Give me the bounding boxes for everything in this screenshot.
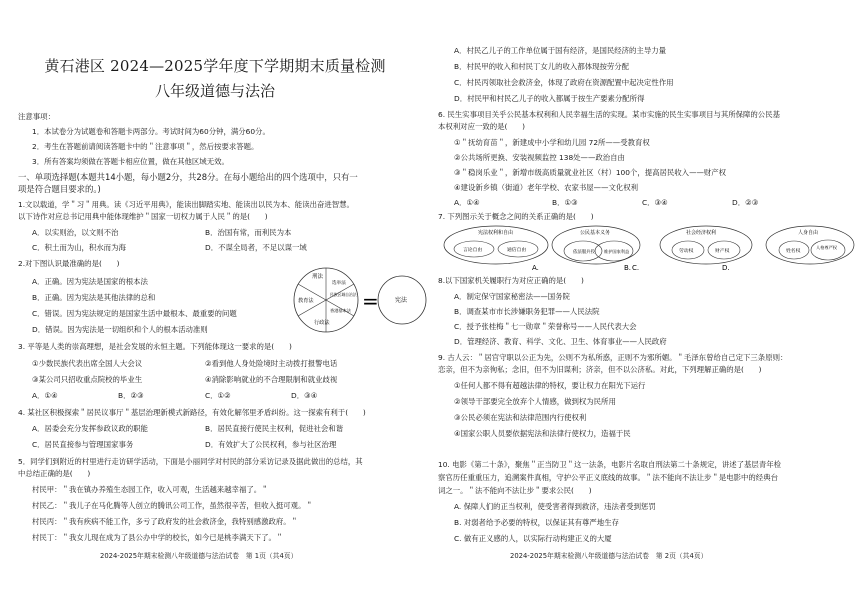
page-footer: 2024-2025年期末检测八年级道德与法治试卷 第 1页（共4页） [100, 552, 298, 560]
q4-option-c: C．居民直接参与管理国家事务 [32, 440, 134, 449]
q7-d-left-label: 姓名权 [786, 249, 801, 254]
q7-b-outer-label: 公民基本义务 [580, 230, 611, 236]
note-item: 1．本试卷分为试题卷和答题卡两部分。考试时间为60分钟，满分60分。 [32, 127, 270, 136]
sector-label: 刑法 [312, 274, 324, 280]
q5-interview: 村民乙：＂我儿子在马化腾等人创立的腾讯公司工作，虽然很辛苦，但收入挺可观。＂ [32, 501, 313, 510]
q8-option-d: D．管理经济、教育、科学、文化、卫生、体育事业——人民政府 [454, 337, 667, 346]
q6-item: ①＂抚幼育苗＂，新建成中小学和幼儿园 72所——受教育权 [454, 138, 650, 147]
q5-option-a: A．村民乙儿子的工作单位属于国有经济，是国民经济的主导力量 [454, 46, 666, 55]
q7-b-mid-label: 维护国家利益 [604, 249, 630, 254]
q8-option-a: A．制定保守国家秘密法——国务院 [454, 292, 570, 301]
q5-stem-cont: 中总结正确的是( ) [18, 469, 91, 478]
q3-item: ③某公司只招收重点院校的毕业生 [32, 375, 143, 384]
q2-option-d: D．错误。因为宪法是一切组织和个人的根本活动准则 [32, 325, 208, 334]
equals-sign: = [362, 289, 379, 313]
note-item: 3．所有答案均须做在答题卡相应位置，做在其他区域无效。 [32, 157, 229, 166]
q4-option-a: A．居委会充分发挥参政议政的职能 [32, 424, 148, 433]
constitution-label: 宪法 [395, 297, 408, 304]
q1-stem: 1.文以载道，学＂习＂用典。读《习近平用典》，能读出脚踏实地、能读出以民为本、能读出奋进智慧。 [18, 200, 354, 209]
q6-stem: 6. 民生实事项目关乎公民基本权利和人民幸福生活的实现。某市实施的民生实事项目与其所保障的公民基 [438, 110, 780, 119]
q10-option-c: C. 做有正义感的人，以实际行动构建正义的大厦 [454, 534, 612, 543]
q6-option-c: C．③④ [642, 198, 668, 207]
q7-diagram-c [632, 226, 752, 272]
sector-label: 香港基本法 [330, 308, 351, 313]
q3-option-c: C．①② [205, 391, 231, 400]
q10-stem-cont: 词之一。＂法不能向不法让步＂要求公民( ) [438, 486, 592, 495]
q10-option-a: A. 保障人们的正当权利，使受害者得到救济，违法者受到惩罚 [454, 502, 656, 511]
q1-option-c: C．积土而为山，积水而为海 [32, 243, 126, 252]
sector-label: 选举法 [332, 281, 346, 286]
q5-interview: 村民甲：＂我在镇办养殖生态园工作，收入可观，生活越来越幸福了。＂ [32, 485, 269, 494]
q8-option-c: C．授予张桂梅＂七一勋章＂荣誉称号——人民代表大会 [454, 322, 637, 331]
q5-interview: 村民丙：＂我有疾病不能工作，多亏了政府发的社会救济金，我特别感激政府。＂ [32, 517, 299, 526]
q9-item: ①任何人都不得有超越法律的特权，要让权力在阳光下运行 [454, 381, 646, 390]
q7-stem: 7. 下列图示关于概念之间的关系正确的是( ) [438, 212, 594, 221]
notes-heading: 注意事项： [18, 112, 55, 121]
q3-option-d: D．③④ [291, 391, 318, 400]
q10-stem: 10. 电影《第二十条》，聚焦＂正当防卫＂这一法条，电影片名取自刑法第二十条规定，讲述了基层青年检 [438, 460, 781, 469]
page-footer: 2024-2025年期末检测八年级道德与法治试卷 第 2页（共4页） [510, 552, 708, 560]
q1-option-a: A．以实则治，以文则不治 [32, 228, 119, 237]
q1-stem-cont: 以下诗作对应总书记用典中能体现维护＂国家一切权力属于人民＂的是( ) [18, 212, 268, 221]
q7-c-left-label: 劳动权 [679, 249, 694, 254]
q7-a-letter: A. [532, 264, 539, 272]
q5-option-c: C．村民丙领取社会救济金，体现了政府在资源配置中起决定性作用 [454, 78, 674, 87]
q9-item: ④国家公职人员要依据宪法和法律行使权力，造福于民 [454, 429, 631, 438]
q1-option-b: B．治国有常，而利民为本 [205, 228, 292, 237]
q6-stem-cont: 本权利对应一致的是( ) [438, 122, 526, 131]
constitution-diagram [292, 262, 428, 340]
q3-item: ①少数民族代表出席全国人大会议 [32, 359, 143, 368]
q7-b-left-label: 依法服兵役 [573, 250, 595, 255]
q6-item: ④建设新乡镇（街道）老年学校、农家书屋——文化权利 [454, 183, 639, 192]
q7-c-letter: C. [632, 264, 640, 272]
q2-option-a: A．正确。因为宪法是国家的根本法 [32, 277, 148, 286]
q7-c-right-label: 财产权 [715, 249, 730, 254]
q4-stem: 4. 某社区积极探索＂居民议事厅＂基层治理新模式新路径，有效化解邻里矛盾纠纷。这一探索有利于( ) [18, 408, 366, 417]
q7-a-outer-label: 宪法权利和自由 [478, 230, 514, 236]
q7-d-letter: D. [722, 264, 730, 272]
sector-label: 民族区域自治法 [330, 292, 357, 297]
q6-item: ②公共场所更换、安装视频监控 138处——政治自由 [454, 153, 625, 162]
q5-stem: 5．同学们到附近的村里进行走访研学活动，下面是小丽同学对村民的部分采访记录及据此做出的总结，其 [18, 457, 363, 466]
q10-stem-cont: 察官历任重重压力，追溯案件真相，守护公平正义底线的故事。＂法不能向不法让步＂是电影中的经典台 [438, 473, 778, 482]
exam-subtitle: 八年级道德与法治 [154, 82, 275, 100]
q7-c-outer-label: 社会经济权利 [686, 230, 717, 236]
q3-stem: 3. 平等是人类的崇高理想，是社会发展的永恒主题。下列能体现这一要求的是( ) [18, 342, 292, 351]
q2-option-c: C．错误。因为宪法规定的是国家生活中最根本、最重要的问题 [32, 309, 237, 318]
q3-item: ④消除影响就业的不合理限制和就业歧视 [205, 375, 338, 384]
q5-option-d: D．村民甲和村民乙儿子的收入都属于按生产要素分配所得 [454, 94, 645, 103]
q7-d-outer-label: 人身自由 [798, 230, 819, 236]
q2-stem: 2.对下图认识最准确的是( ) [18, 259, 120, 268]
note-item: 2．考生在答题前请阅读答题卡中的＂注意事项＂，然后按要求答题。 [32, 142, 259, 151]
q6-option-d: D．②③ [732, 198, 759, 207]
q7-a-left-label: 言论自由 [463, 248, 483, 253]
q6-option-b: B．①③ [552, 198, 578, 207]
q4-option-d: D．有效扩大了公民权利，参与社区治理 [205, 440, 337, 449]
q7-d-right-label: 人格尊严权 [816, 245, 837, 250]
section-heading: 一、单项选择题(本题共14小题，每小题2分，共28分。在每小题给出的四个选项中，只有一 [18, 172, 358, 182]
q9-stem: 9. 古人云：＂居官守职以公正为先，公则不为私所惑，正则不为邪所媚。＂毛泽东曾给自己定下三条原则： [438, 353, 788, 362]
q9-item: ②领导干部要完全放弃个人情感，做到权为民所用 [454, 397, 616, 406]
q7-a-right-label: 通信自由 [507, 248, 527, 253]
q1-option-d: D．不谋全局者，不足以谋一域 [205, 243, 307, 252]
q6-option-a: A．①④ [454, 198, 480, 207]
q7-diagram-a [444, 226, 548, 272]
q6-item: ③＂稳岗乐业＂，新增市级高质量就业社区（村）100个，提高居民收入——财产权 [454, 168, 727, 177]
sector-label: 教育法 [298, 298, 314, 304]
q5-option-b: B．村民甲的收入和村民丁女儿的收入都体现按劳分配 [454, 62, 630, 71]
section-heading-cont: 项是符合题目要求的。) [18, 184, 101, 194]
q10-option-b: B. 对弱者给予必要的特权，以保证其有尊严地生存 [454, 518, 619, 527]
q3-option-a: A．①④ [32, 391, 58, 400]
q8-stem: 8.以下国家机关履职行为对应正确的是( ) [438, 276, 584, 285]
sector-label: 行政法 [314, 320, 330, 326]
q3-option-b: B．②③ [118, 391, 144, 400]
q3-item: ②看到他人身处险境时主动拨打报警电话 [205, 359, 338, 368]
q7-b-letter: B. [624, 264, 632, 272]
q5-interview: 村民丁：＂我女儿现在成为了县公办中学的校长，如今已是桃李满天下了。＂ [32, 533, 284, 542]
q2-option-b: B．正确。因为宪法是其他法律的总和 [32, 293, 156, 302]
q7-diagram-b [552, 226, 640, 272]
q8-option-b: B．调查某市市长涉嫌职务犯罪——人民法院 [454, 307, 600, 316]
q4-option-b: B．居民直接行使民主权利，促进社会和谐 [205, 424, 344, 433]
exam-title: 黄石港区 2024—2025学年度下学期期末质量检测 [44, 57, 386, 75]
q7-concept-diagrams [438, 224, 858, 274]
exam-page-2 [430, 0, 860, 595]
q9-stem-cont: 恋亲，但不为亲徇私；念旧，但不为旧谋利；济亲，但不以公济私。对此，下列理解正确的是( ) [438, 365, 762, 374]
q9-item: ③公民必须在宪法和法律范围内行使权利 [454, 413, 587, 422]
